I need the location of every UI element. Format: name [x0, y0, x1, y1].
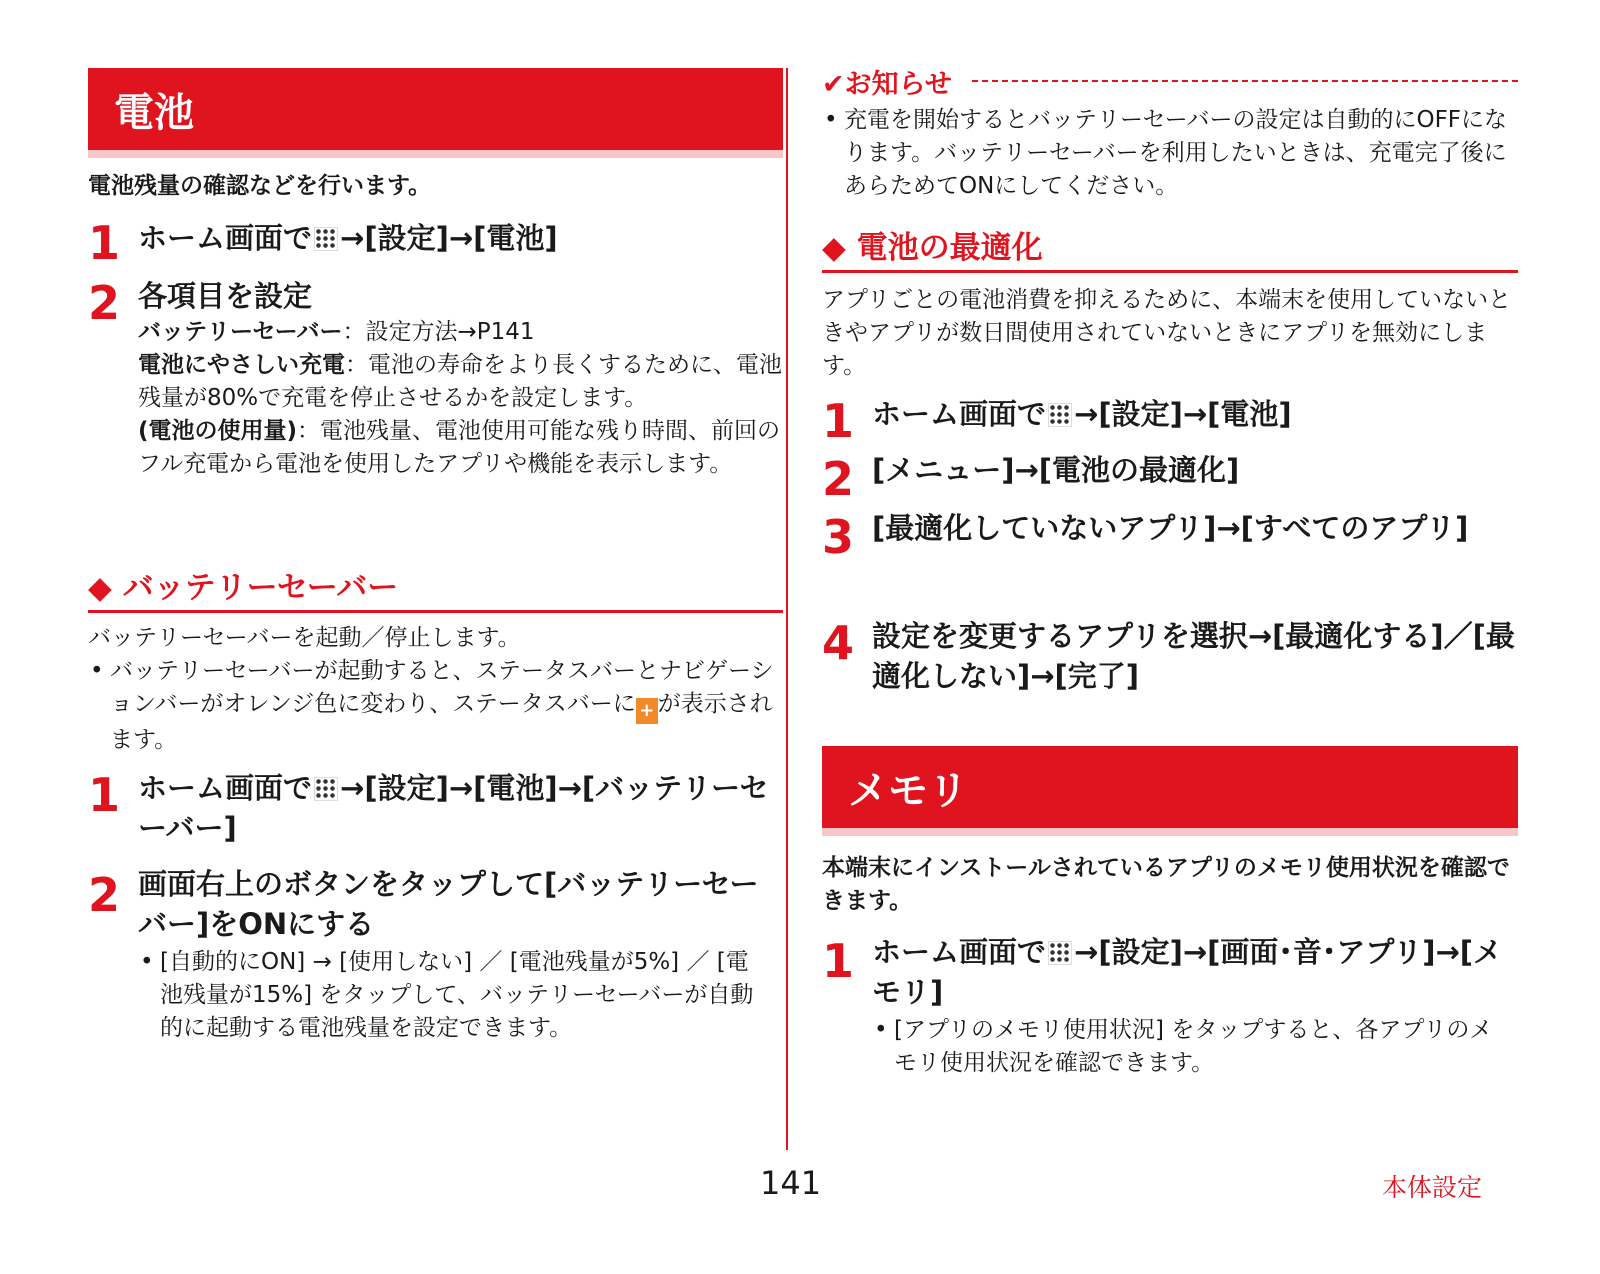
- memory-title: メモリ: [848, 767, 968, 814]
- step-text: ホーム画面で →[設定]→[電池]: [872, 397, 1292, 431]
- notice-title: ✔お知らせ: [822, 69, 952, 100]
- step-number: 3: [822, 510, 855, 564]
- step-number: 1: [88, 216, 121, 270]
- step-text: 画面右上のボタンをタップして[バッテリーセーバー]をONにする: [138, 867, 759, 941]
- step-text: 各項目を設定: [138, 279, 313, 313]
- step-number: 1: [88, 768, 121, 822]
- notice-dashed-rule: [972, 80, 1518, 82]
- step-number: 4: [822, 616, 855, 670]
- column-divider: [786, 68, 788, 1150]
- step-text: [メニュー]→[電池の最適化]: [872, 453, 1240, 487]
- notice-bullet: • 充電を開始するとバッテリーセーバーの設定は自動的にOFFになります。バッテリーセーバーを利用したいときは、充電完了後にあらためてONにしてください。: [822, 104, 1512, 203]
- saver-intro: バッテリーセーバーを起動／停止します。: [88, 625, 521, 651]
- section-name: 本体設定: [1381, 1173, 1482, 1202]
- saver-sub-bullet: • [自動的にON] → [使用しない] ／ [電池残量が5%] ／ [電池残量が15%] をタップして、バッテリーセーバーが自動的に起動する電池残量を設定できます。: [138, 946, 768, 1045]
- apps-icon: [1048, 941, 1072, 965]
- step-text: [最適化していないアプリ]→[すべてのアプリ]: [872, 511, 1469, 545]
- step-number: 2: [822, 452, 855, 506]
- item-battery-saver: バッテリーセーバー：設定方法→P141: [138, 319, 535, 345]
- battery-lead: 電池残量の確認などを行います。: [88, 173, 432, 199]
- saver-bullet: • バッテリーセーバーが起動すると、ステータスバーとナビゲーションバーがオレンジ色に変わり、ステータスバーに + が表示されます。: [88, 655, 783, 757]
- step-number: 1: [822, 394, 855, 448]
- memory-banner: [822, 746, 1518, 836]
- battery-saver-icon: +: [636, 698, 658, 724]
- memory-bullet: • [アプリのメモリ使用状況] をタップすると、各アプリのメモリ使用状況を確認できます。: [872, 1014, 1512, 1080]
- step-text: ホーム画面で →[設定]→[電池]→[バッテリーセーバー]: [138, 771, 769, 845]
- item-battery-usage: (電池の使用量)：電池残量、電池使用可能な残り時間、前回のフル充電から電池を使用したアプリや機能を表示します。: [138, 418, 781, 477]
- step-number: 2: [88, 868, 121, 922]
- memory-lead: 本端末にインストールされているアプリのメモリ使用状況を確認できます。: [822, 855, 1510, 914]
- battery-banner: [88, 68, 783, 158]
- step-text: 設定を変更するアプリを選択→[最適化する]／[最適化しない]→[完了]: [872, 619, 1515, 693]
- step-number: 2: [88, 276, 121, 330]
- page-number: 141: [760, 1164, 822, 1202]
- step-number: 1: [822, 934, 855, 988]
- battery-saver-heading: ◆ バッテリーセーバー: [88, 566, 783, 613]
- optimization-intro: アプリごとの電池消費を抑えるために、本端末を使用していないときやアプリが数日間使用されていないときにアプリを無効にします。: [822, 287, 1512, 379]
- step-text: ホーム画面で →[設定]→[電池]: [138, 221, 558, 255]
- step-text: ホーム画面で →[設定]→[画面･音･アプリ]→[メモリ]: [872, 935, 1503, 1009]
- item-gentle-charge: 電池にやさしい充電：電池の寿命をより長くするために、電池残量が80%で充電を停止させるかを設定します。: [138, 352, 782, 411]
- apps-icon: [314, 777, 338, 801]
- battery-title: 電池: [114, 89, 194, 136]
- apps-icon: [1048, 403, 1072, 427]
- settings-items: [138, 316, 783, 481]
- apps-icon: [314, 227, 338, 251]
- battery-optimization-heading: ◆ 電池の最適化: [822, 226, 1518, 273]
